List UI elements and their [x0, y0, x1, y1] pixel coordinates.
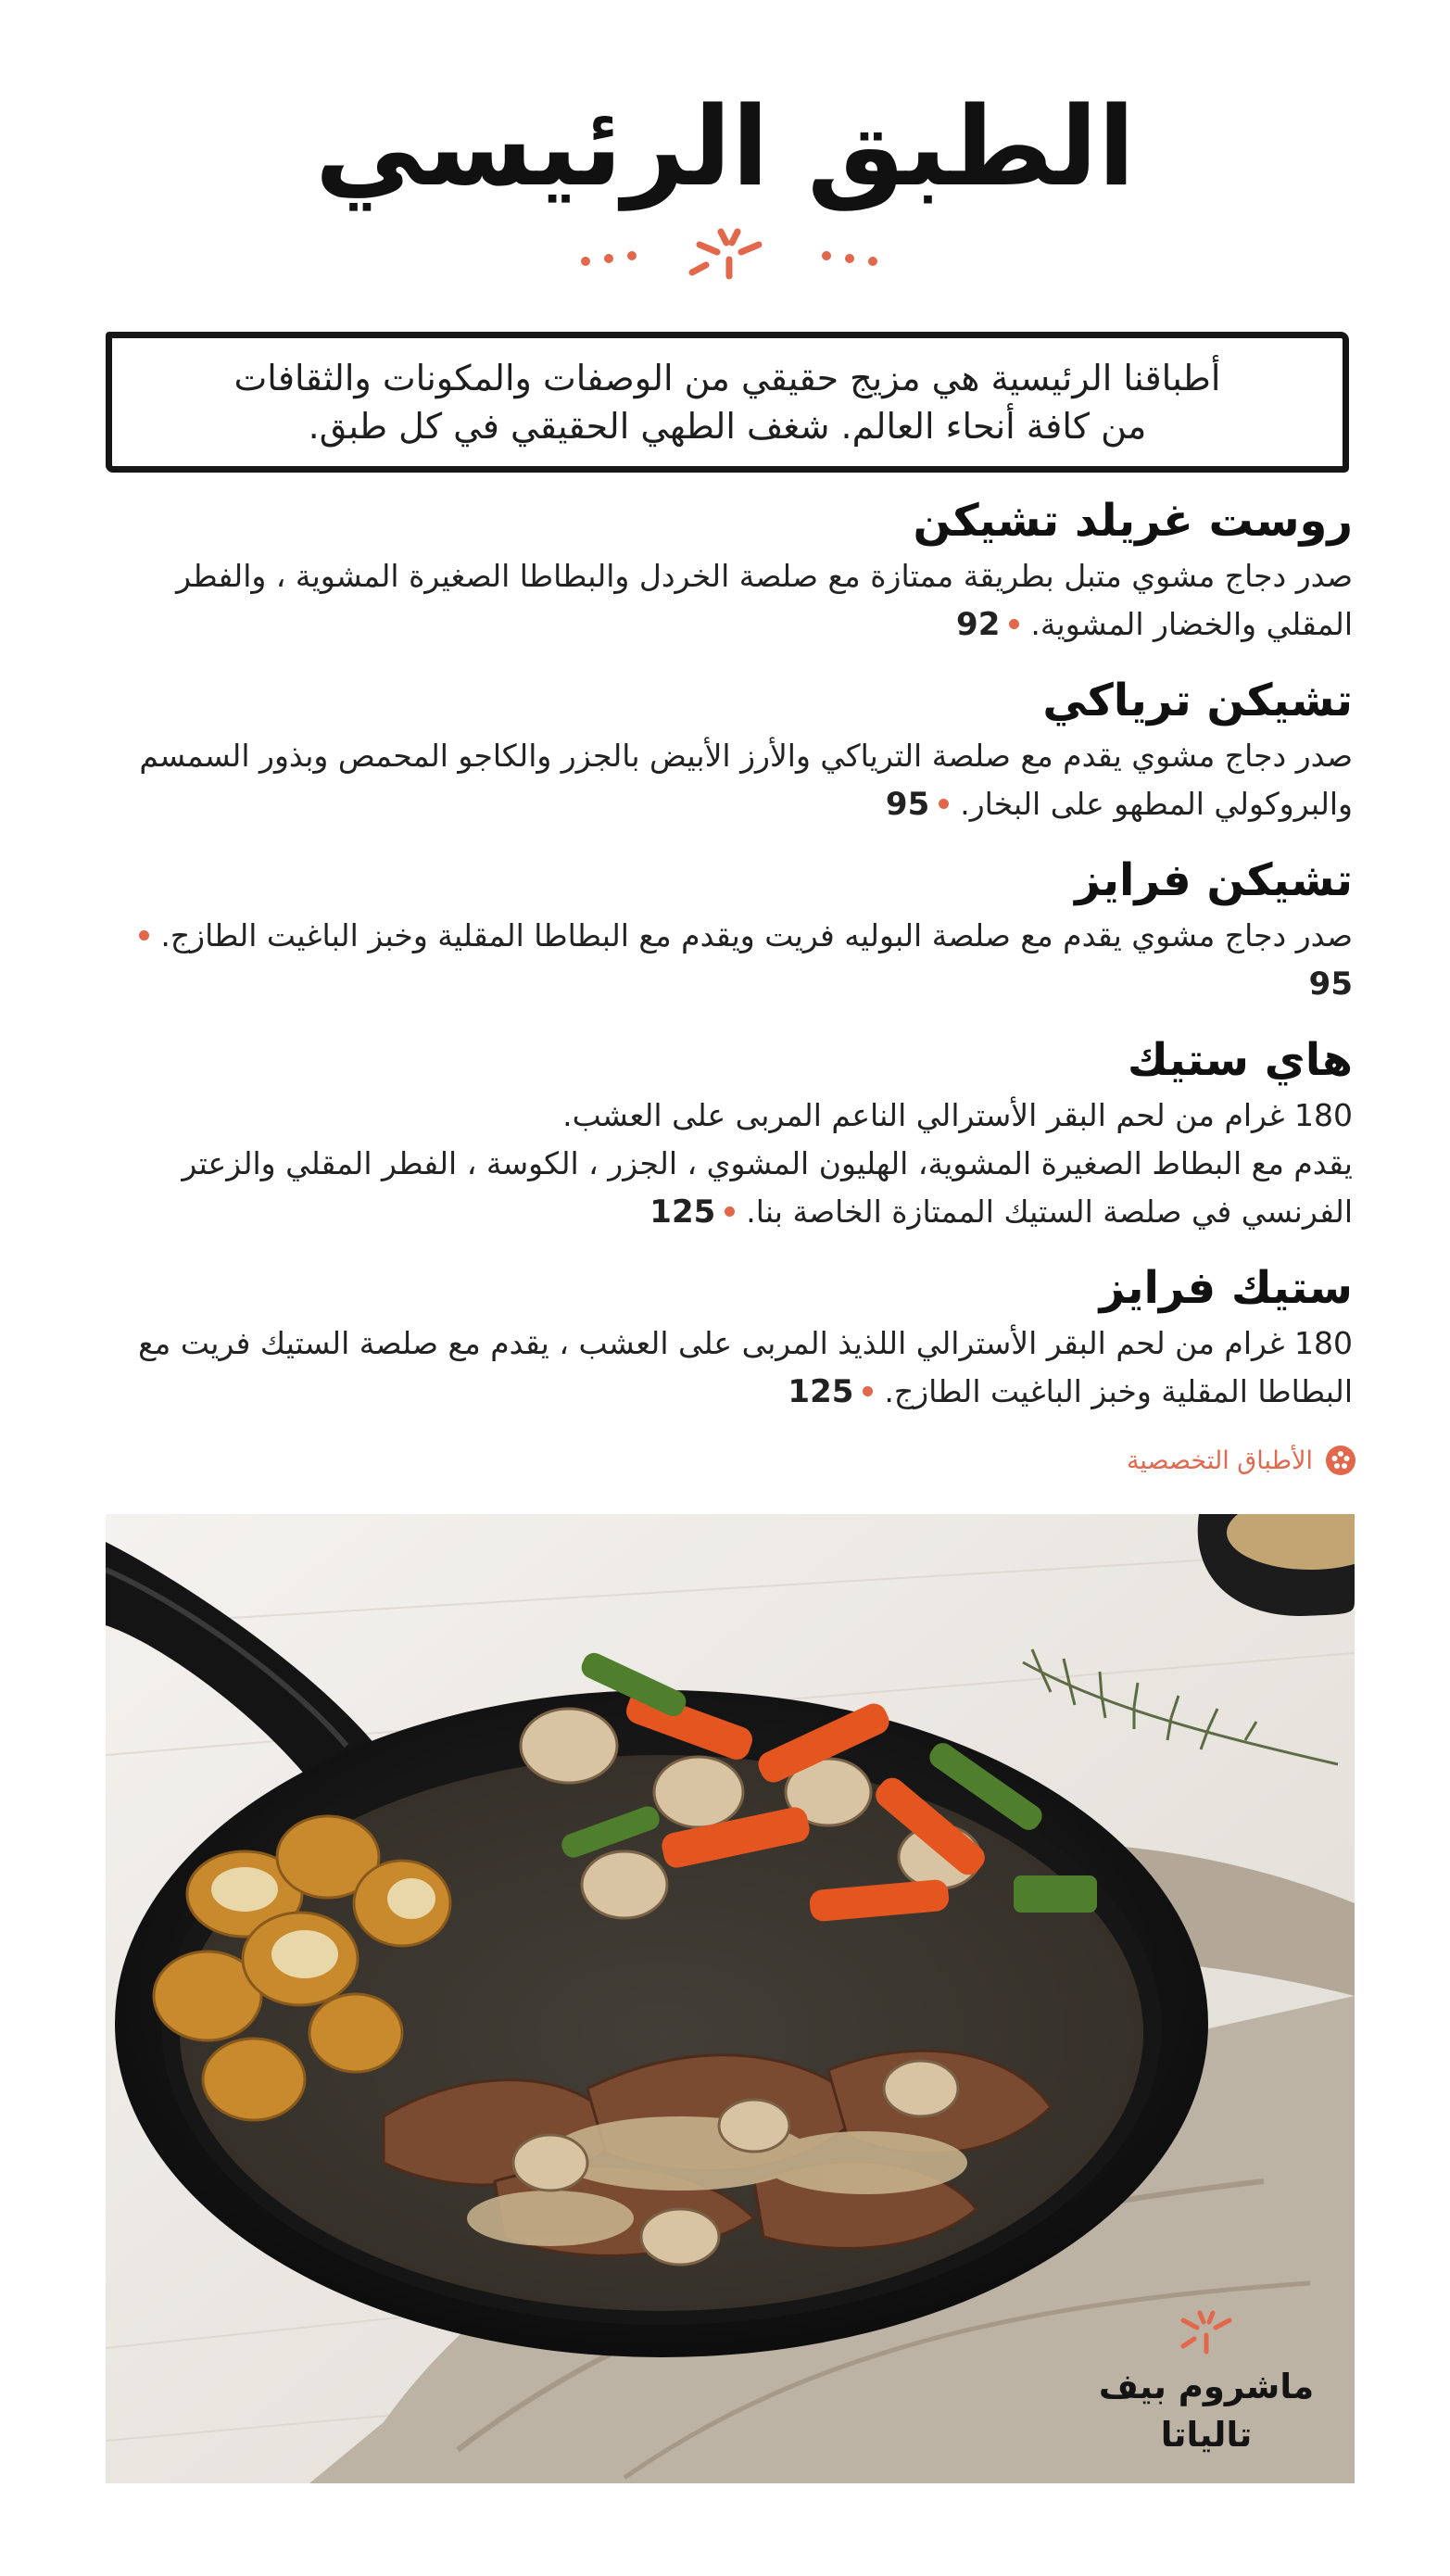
item-name: روست غريلد تشيكن — [913, 495, 1353, 547]
item-price: 95 — [885, 786, 930, 823]
price-dot-icon — [139, 930, 149, 941]
item-description — [104, 1140, 1353, 1236]
item-description-text: 180 غرام من لحم البقر الأسترالي اللذيذ المربى على العشب ، يقدم مع صلصة الستيك فريت مع البطاطا المقلية وخبز الباغيت الطازج. — [138, 1325, 1353, 1409]
item-description-line: 180 غرام من لحم البقر الأسترالي الناعم المربى على العشب. — [562, 1097, 1353, 1133]
price-dot-icon — [1009, 619, 1019, 629]
item-description — [104, 732, 1353, 828]
menu-item-roast-chicken — [104, 489, 1353, 649]
item-description — [104, 1320, 1353, 1416]
flower-icon — [1326, 1446, 1355, 1475]
dish-photo — [106, 1514, 1355, 2483]
item-description-text: صدر دجاج مشوي يقدم مع صلصة البوليه فريت ويقدم مع البطاطا المقلية وخبز الباغيت الطازج. — [160, 917, 1353, 953]
photo-caption — [1095, 2307, 1318, 2459]
specialty-link-label: الأطباق التخصصية — [1126, 1446, 1313, 1475]
menu-item-high-steak — [104, 1029, 1353, 1236]
item-price: 95 — [1308, 966, 1353, 1003]
menu-list — [104, 489, 1353, 1436]
price-dot-icon — [863, 1386, 873, 1396]
intro-box — [106, 332, 1349, 473]
specialty-dishes-link[interactable] — [1127, 1446, 1355, 1475]
item-name: تشيكن فرايز — [1075, 854, 1353, 906]
caption-line-2: تالياتا — [1160, 2415, 1253, 2455]
menu-item-chicken-teriyaki — [104, 669, 1353, 828]
item-name: تشيكن ترياكي — [1042, 675, 1353, 726]
item-price: 92 — [956, 606, 1001, 643]
item-description-text: صدر دجاج مشوي متبل بطريقة ممتازة مع صلصة الخردل والبطاطا الصغيرة المشوية ، والفطر المقلي والخضار المشوية. — [176, 558, 1353, 642]
page-title: الطبق الرئيسي — [314, 82, 1136, 210]
price-dot-icon — [725, 1206, 735, 1217]
caption-line-1: ماشروم بيف — [1098, 2367, 1315, 2406]
item-price: 125 — [649, 1193, 716, 1231]
menu-item-steak-fries — [104, 1256, 1353, 1416]
item-description — [104, 912, 1353, 1008]
item-description-text: صدر دجاج مشوي يقدم مع صلصة الترياكي والأرز الأبيض بالجزر والكاجو المحمص وبذور السمسم والبروكولي المطهو على البخار. — [139, 738, 1353, 822]
dots-ornament-icon — [567, 219, 891, 284]
sparkle-icon — [1174, 2307, 1239, 2357]
item-price: 125 — [788, 1373, 854, 1410]
menu-item-chicken-fries — [104, 849, 1353, 1008]
intro-text: أطباقنا الرئيسية هي مزيج حقيقي من الوصفات والمكونات والثقافات من كافة أنحاء العالم. شغف الطهي الحقيقي في كل طبق. — [233, 358, 1221, 447]
item-description-text: يقدم مع البطاط الصغيرة المشوية، الهليون المشوي ، الجزر ، الكوسة ، الفطر المقلي والزعتر الفرنسي في صلصة الستيك الممتازة الخاصة بنا. — [182, 1145, 1353, 1230]
item-name: ستيك فرايز — [1099, 1262, 1353, 1314]
item-name: هاي ستيك — [1127, 1034, 1353, 1086]
price-dot-icon — [939, 799, 949, 809]
item-description — [104, 552, 1353, 649]
